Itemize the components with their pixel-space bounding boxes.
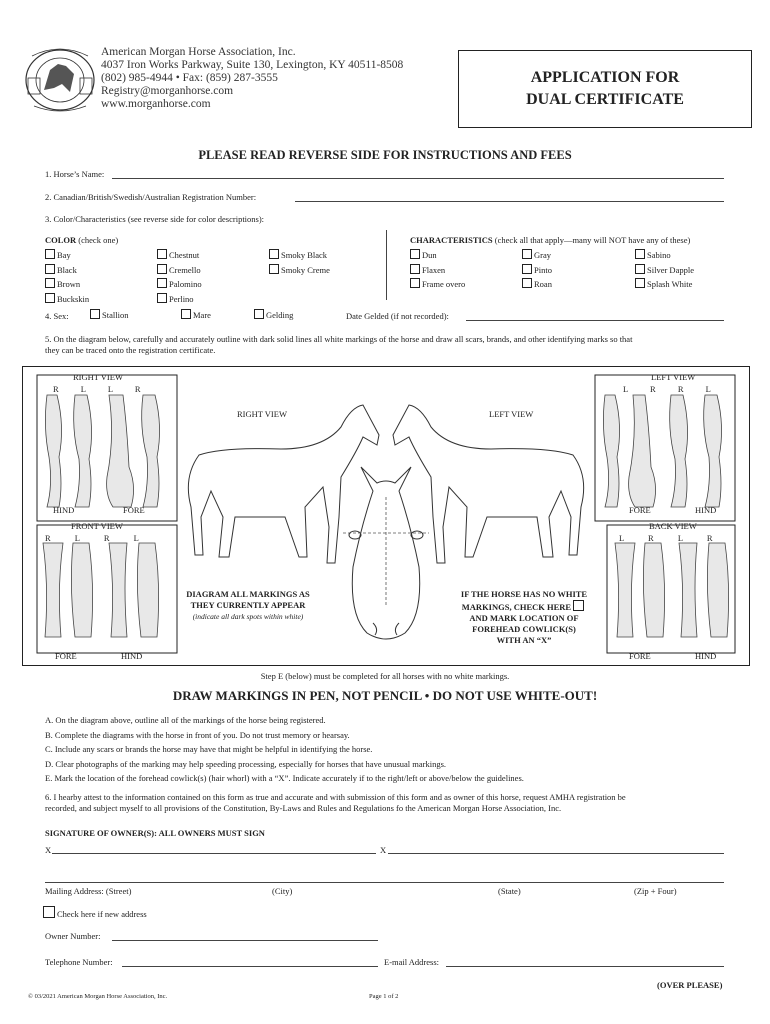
characteristic-option[interactable]: Roan: [522, 277, 552, 292]
reg-number-label: 2. Canadian/British/Swedish/Australian Registration Number:: [45, 192, 257, 202]
characteristic-option[interactable]: Dun: [410, 248, 465, 263]
color-option[interactable]: Cremello: [157, 263, 202, 278]
back-view-label: BACK VIEW: [649, 521, 697, 531]
fore-label: FORE: [123, 505, 145, 515]
org-name: American Morgan Horse Association, Inc.: [101, 46, 296, 58]
column-divider: [386, 230, 387, 300]
leg-letters: R L L R: [53, 384, 141, 394]
right-view-body-label: RIGHT VIEW: [237, 409, 287, 419]
checkbox[interactable]: [43, 906, 55, 918]
right-view-legs-label: RIGHT VIEW: [73, 372, 123, 382]
fore-label: FORE: [55, 651, 77, 661]
checkbox[interactable]: [269, 264, 279, 274]
form-title-line2: DUAL CERTIFICATE: [526, 91, 684, 108]
step-item: C. Include any scars or brands the horse may have that might be helpful in identifying the horse.: [45, 744, 373, 754]
markings-note: DIAGRAM ALL MARKINGS AS THEY CURRENTLY APPEAR (indicate all dark spots within white): [186, 589, 310, 621]
signature-x: X: [45, 845, 52, 855]
org-email: Registry@morganhorse.com: [101, 85, 234, 97]
color-option[interactable]: Buckskin: [45, 292, 89, 307]
checkbox[interactable]: [522, 249, 532, 259]
sex-option-mare[interactable]: Mare: [181, 309, 211, 320]
sex-label: 4. Sex:: [45, 311, 69, 321]
characteristic-option[interactable]: Silver Dapple: [635, 263, 694, 278]
over-please: (OVER PLEASE): [657, 980, 723, 990]
zip-label: (Zip + Four): [634, 886, 677, 896]
date-gelded-field[interactable]: [466, 320, 724, 321]
color-option[interactable]: Perlino: [157, 292, 202, 307]
step-item: B. Complete the diagrams with the horse in front of you. Do not trust memory or hearsay.: [45, 729, 350, 740]
checkbox[interactable]: [90, 309, 100, 319]
hind-label: HIND: [121, 651, 143, 661]
checkbox[interactable]: [635, 278, 645, 288]
checkbox[interactable]: [254, 309, 264, 319]
no-white-note: IF THE HORSE HAS NO WHITE MARKINGS, CHECK HERE AND MARK LOCATION OF FOREHEAD COWLICK(S) WITH AN “X”: [460, 589, 588, 645]
horse-name-label: 1. Horse’s Name:: [45, 169, 105, 179]
color-option[interactable]: Palomino: [157, 277, 202, 292]
signature-field-2[interactable]: [388, 853, 724, 854]
copyright: © 03/2021 American Morgan Horse Association, Inc.: [28, 993, 168, 1000]
left-view-legs-label: LEFT VIEW: [651, 372, 696, 382]
form-title-box: [458, 50, 752, 128]
amha-seal-logo: [22, 44, 98, 116]
checkbox[interactable]: [635, 249, 645, 259]
leg-letters: R L R L: [45, 533, 139, 543]
checkbox[interactable]: [45, 278, 55, 288]
color-option[interactable]: Brown: [45, 277, 89, 292]
checkbox[interactable]: [45, 293, 55, 303]
color-heading: COLOR (check one): [45, 235, 119, 245]
checkbox[interactable]: [157, 293, 167, 303]
step-e-note: Step E (below) must be completed for all horses with no white markings.: [260, 671, 510, 681]
color-option[interactable]: Bay: [45, 248, 89, 263]
sex-option-stallion[interactable]: Stallion: [90, 309, 128, 320]
email-field[interactable]: [446, 966, 724, 967]
signature-x: X: [380, 845, 387, 855]
mailing-address-field[interactable]: [45, 882, 724, 883]
page-number: Page 1 of 2: [369, 993, 399, 1000]
street-label: Mailing Address: (Street): [45, 886, 132, 896]
new-address-option[interactable]: Check here if new address: [43, 906, 147, 919]
characteristic-option[interactable]: Frame overo: [410, 277, 465, 292]
signature-heading: SIGNATURE OF OWNER(S): ALL OWNERS MUST SIGN: [45, 828, 265, 838]
fore-label: FORE: [629, 651, 651, 661]
fore-label: FORE: [629, 505, 651, 515]
checkbox[interactable]: [157, 264, 167, 274]
markings-diagram[interactable]: [22, 366, 750, 666]
checkbox[interactable]: [522, 264, 532, 274]
sex-option-gelding[interactable]: Gelding: [254, 309, 293, 320]
diagram-instruction: they can be traced onto the registration certificate.: [45, 345, 216, 355]
org-phone: (802) 985-4944 • Fax: (859) 287-3555: [101, 72, 278, 84]
left-view-body-label: LEFT VIEW: [489, 409, 534, 419]
owner-number-field[interactable]: [112, 940, 378, 941]
date-gelded-label: Date Gelded (if not recorded):: [346, 311, 449, 321]
hind-label: HIND: [695, 651, 717, 661]
color-option[interactable]: Smoky Creme: [269, 263, 330, 278]
checkbox[interactable]: [157, 278, 167, 288]
telephone-label: Telephone Number:: [45, 957, 113, 967]
step-item: A. On the diagram above, outline all of the markings of the horse being registered.: [45, 715, 326, 725]
checkbox[interactable]: [522, 278, 532, 288]
draw-heading: DRAW MARKINGS IN PEN, NOT PENCIL • DO NOT USE WHITE-OUT!: [172, 688, 598, 703]
signature-field-1[interactable]: [52, 853, 376, 854]
leg-letters: L R R L: [623, 384, 711, 394]
horse-name-field[interactable]: [112, 178, 724, 179]
no-white-checkbox[interactable]: [573, 600, 584, 611]
leg-letters: L R L R: [619, 533, 713, 543]
owner-number-label: Owner Number:: [45, 931, 101, 941]
checkbox[interactable]: [181, 309, 191, 319]
color-char-label: 3. Color/Characteristics (see reverse side for color descriptions):: [45, 214, 265, 224]
characteristic-option[interactable]: Pinto: [522, 263, 552, 278]
hind-label: HIND: [53, 505, 75, 515]
state-label: (State): [498, 886, 521, 896]
telephone-field[interactable]: [122, 966, 378, 967]
color-option[interactable]: Chestnut: [157, 248, 202, 263]
color-option[interactable]: Smoky Black: [269, 248, 330, 263]
org-website: www.morganhorse.com: [101, 98, 211, 110]
checkbox[interactable]: [410, 249, 420, 259]
instructions-heading: PLEASE READ REVERSE SIDE FOR INSTRUCTIONS AND FEES: [198, 148, 572, 162]
characteristic-option[interactable]: Sabino: [635, 248, 694, 263]
step-item: E. Mark the location of the forehead cowlick(s) (hair whorl) with a “X”. Indicate accurately if to the right/left or above/below the guidelines.: [45, 773, 524, 783]
checkbox[interactable]: [45, 249, 55, 259]
attestation: 6. I hearby attest to the information contained on this form as true and accurate and with submission of this form and as owner of this horse, request AMHA registration be: [45, 792, 626, 802]
characteristic-option[interactable]: Gray: [522, 248, 552, 263]
diagram-instruction: 5. On the diagram below, carefully and accurately outline with dark solid lines all white markings of the horse and draw all scars, brands, and other identifying marks so that: [45, 334, 633, 344]
checkbox[interactable]: [635, 264, 645, 274]
characteristic-option[interactable]: Flaxen: [410, 263, 465, 278]
form-title-line1: APPLICATION FOR: [530, 69, 680, 86]
attestation: recorded, and subject myself to all provisions of the Constitution, By-Laws and Rules and Regulations fo the American Morgan Horse Association, Inc.: [45, 803, 562, 813]
org-address: 4037 Iron Works Parkway, Suite 130, Lexington, KY 40511-8508: [101, 59, 404, 71]
characteristic-option[interactable]: Splash White: [635, 277, 694, 292]
characteristics-heading: CHARACTERISTICS (check all that apply—many will NOT have any of these): [410, 235, 691, 245]
step-item: D. Clear photographs of the marking may help speeding processing, especially for horses that have unusual markings.: [45, 758, 447, 769]
checkbox[interactable]: [410, 264, 420, 274]
checkbox[interactable]: [45, 264, 55, 274]
checkbox[interactable]: [269, 249, 279, 259]
checkbox[interactable]: [410, 278, 420, 288]
email-label: E-mail Address:: [384, 957, 440, 967]
reg-number-field[interactable]: [295, 201, 724, 202]
color-option[interactable]: Black: [45, 263, 89, 278]
hind-label: HIND: [695, 505, 717, 515]
checkbox[interactable]: [157, 249, 167, 259]
city-label: (City): [272, 886, 293, 896]
front-view-label: FRONT VIEW: [71, 521, 123, 531]
